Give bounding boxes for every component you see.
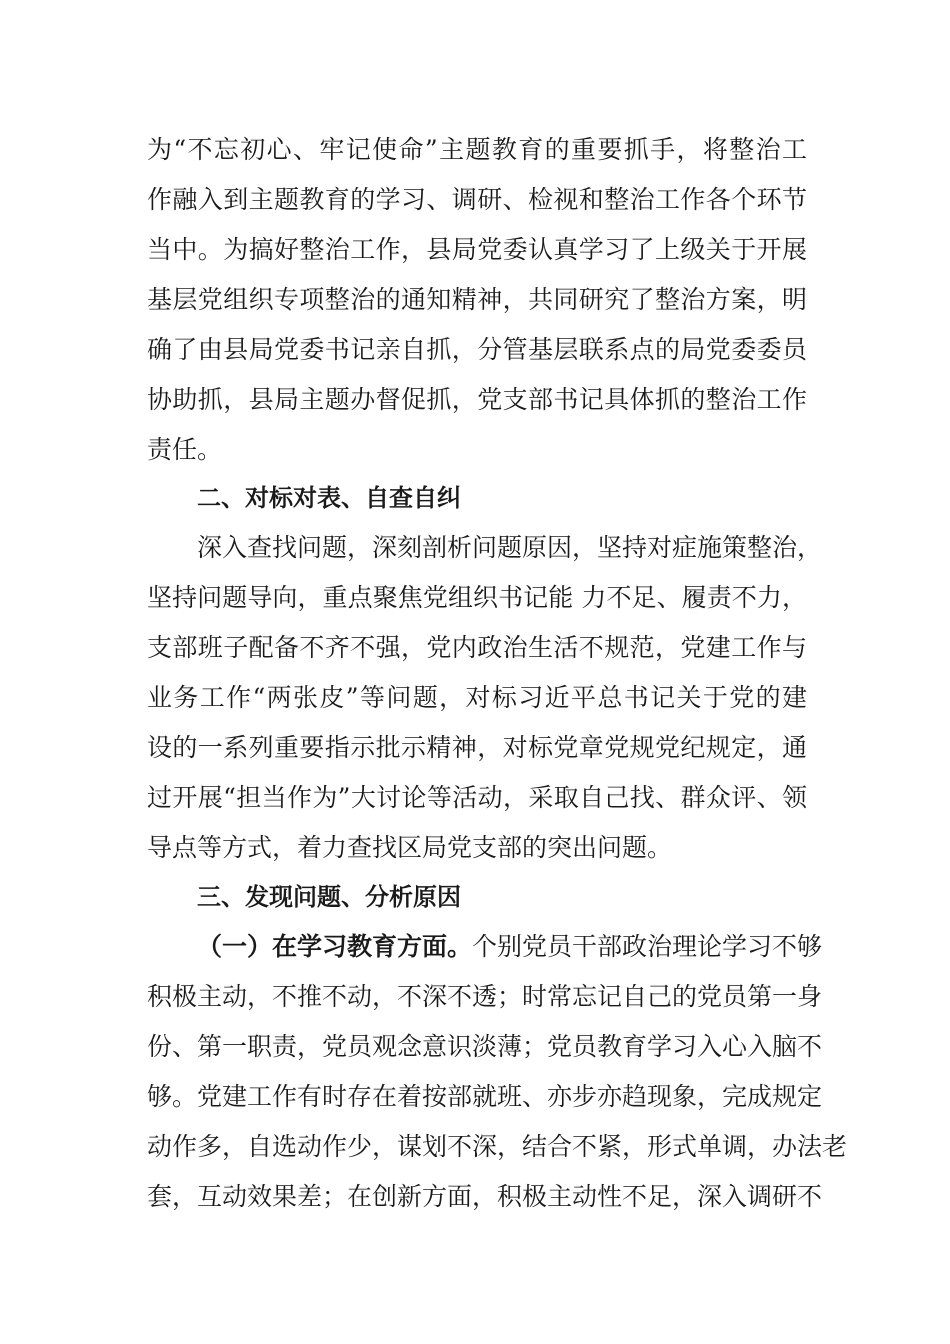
section-heading-3-text: 三、发现问题、分析原因 xyxy=(197,883,461,911)
paragraph-1-line: 协助抓，县局主题办督促抓，党支部书记具体抓的整治工作 xyxy=(147,385,807,414)
paragraph-3-line: 够。党建工作有时存在着按部就班、亦步亦趋现象，完成规定 xyxy=(147,1082,823,1111)
paragraph-3-lead: （一）在学习教育方面。 xyxy=(197,932,473,961)
paragraph-2-line: 坚持问题导向，重点聚焦党组织书记能 力不足、履责不力， xyxy=(147,583,807,612)
paragraph-2-line: 支部班子配备不齐不强，党内政治生活不规范，党建工作与 xyxy=(147,633,807,662)
paragraph-1-line: 基层党组织专项整治的通知精神，共同研究了整治方案，明 xyxy=(147,285,807,314)
paragraph-2-line: 导点等方式，着力查找区局党支部的突出问题。 xyxy=(147,833,673,862)
paragraph-3-line: 份、第一职责，党员观念意识淡薄；党员教育学习入心入脑不 xyxy=(147,1032,823,1061)
paragraph-2-line: 设的一系列重要指示批示精神，对标党章党规党纪规定，通 xyxy=(147,733,807,762)
paragraph-3 xyxy=(147,922,848,1222)
paragraph-3-line: 动作多，自选动作少，谋划不深，结合不紧，形式单调，办法老 xyxy=(147,1132,848,1161)
section-heading-2 xyxy=(147,473,807,523)
paragraph-1 xyxy=(147,125,807,475)
paragraph-3-line: 积极主动，不推不动，不深不透；时常忘记自己的党员第一身 xyxy=(147,982,823,1011)
paragraph-1-line: 责任。 xyxy=(147,435,223,464)
paragraph-1-line: 作融入到主题教育的学习、调研、检视和整治工作各个环节 xyxy=(147,185,807,214)
section-heading-3 xyxy=(147,872,807,922)
paragraph-2-line: 业务工作“两张皮”等问题，对标习近平总书记关于党的建 xyxy=(147,683,807,712)
paragraph-1-line: 确了由县局党委书记亲自抓，分管基层联系点的局党委委员 xyxy=(147,335,807,364)
section-heading-2-text: 二、对标对表、自查自纠 xyxy=(197,484,461,512)
paragraph-2-line: 过开展“担当作为”大讨论等活动，采取自己找、群众评、领 xyxy=(147,783,807,812)
paragraph-2 xyxy=(147,523,823,873)
paragraph-2-line: 深入查找问题，深刻剖析问题原因，坚持对症施策整治， xyxy=(197,533,823,562)
paragraph-1-line: 为“不忘初心、牢记使命”主题教育的重要抓手，将整治工 xyxy=(147,135,807,164)
paragraph-3-line: 套，互动效果差；在创新方面，积极主动性不足，深入调研不 xyxy=(147,1182,823,1211)
paragraph-3-first-rest: 个别党员干部政治理论学习不够 xyxy=(472,932,823,961)
paragraph-1-line: 当中。为搞好整治工作，县局党委认真学习了上级关于开展 xyxy=(147,235,807,264)
paragraph-3-first-line xyxy=(147,922,823,972)
